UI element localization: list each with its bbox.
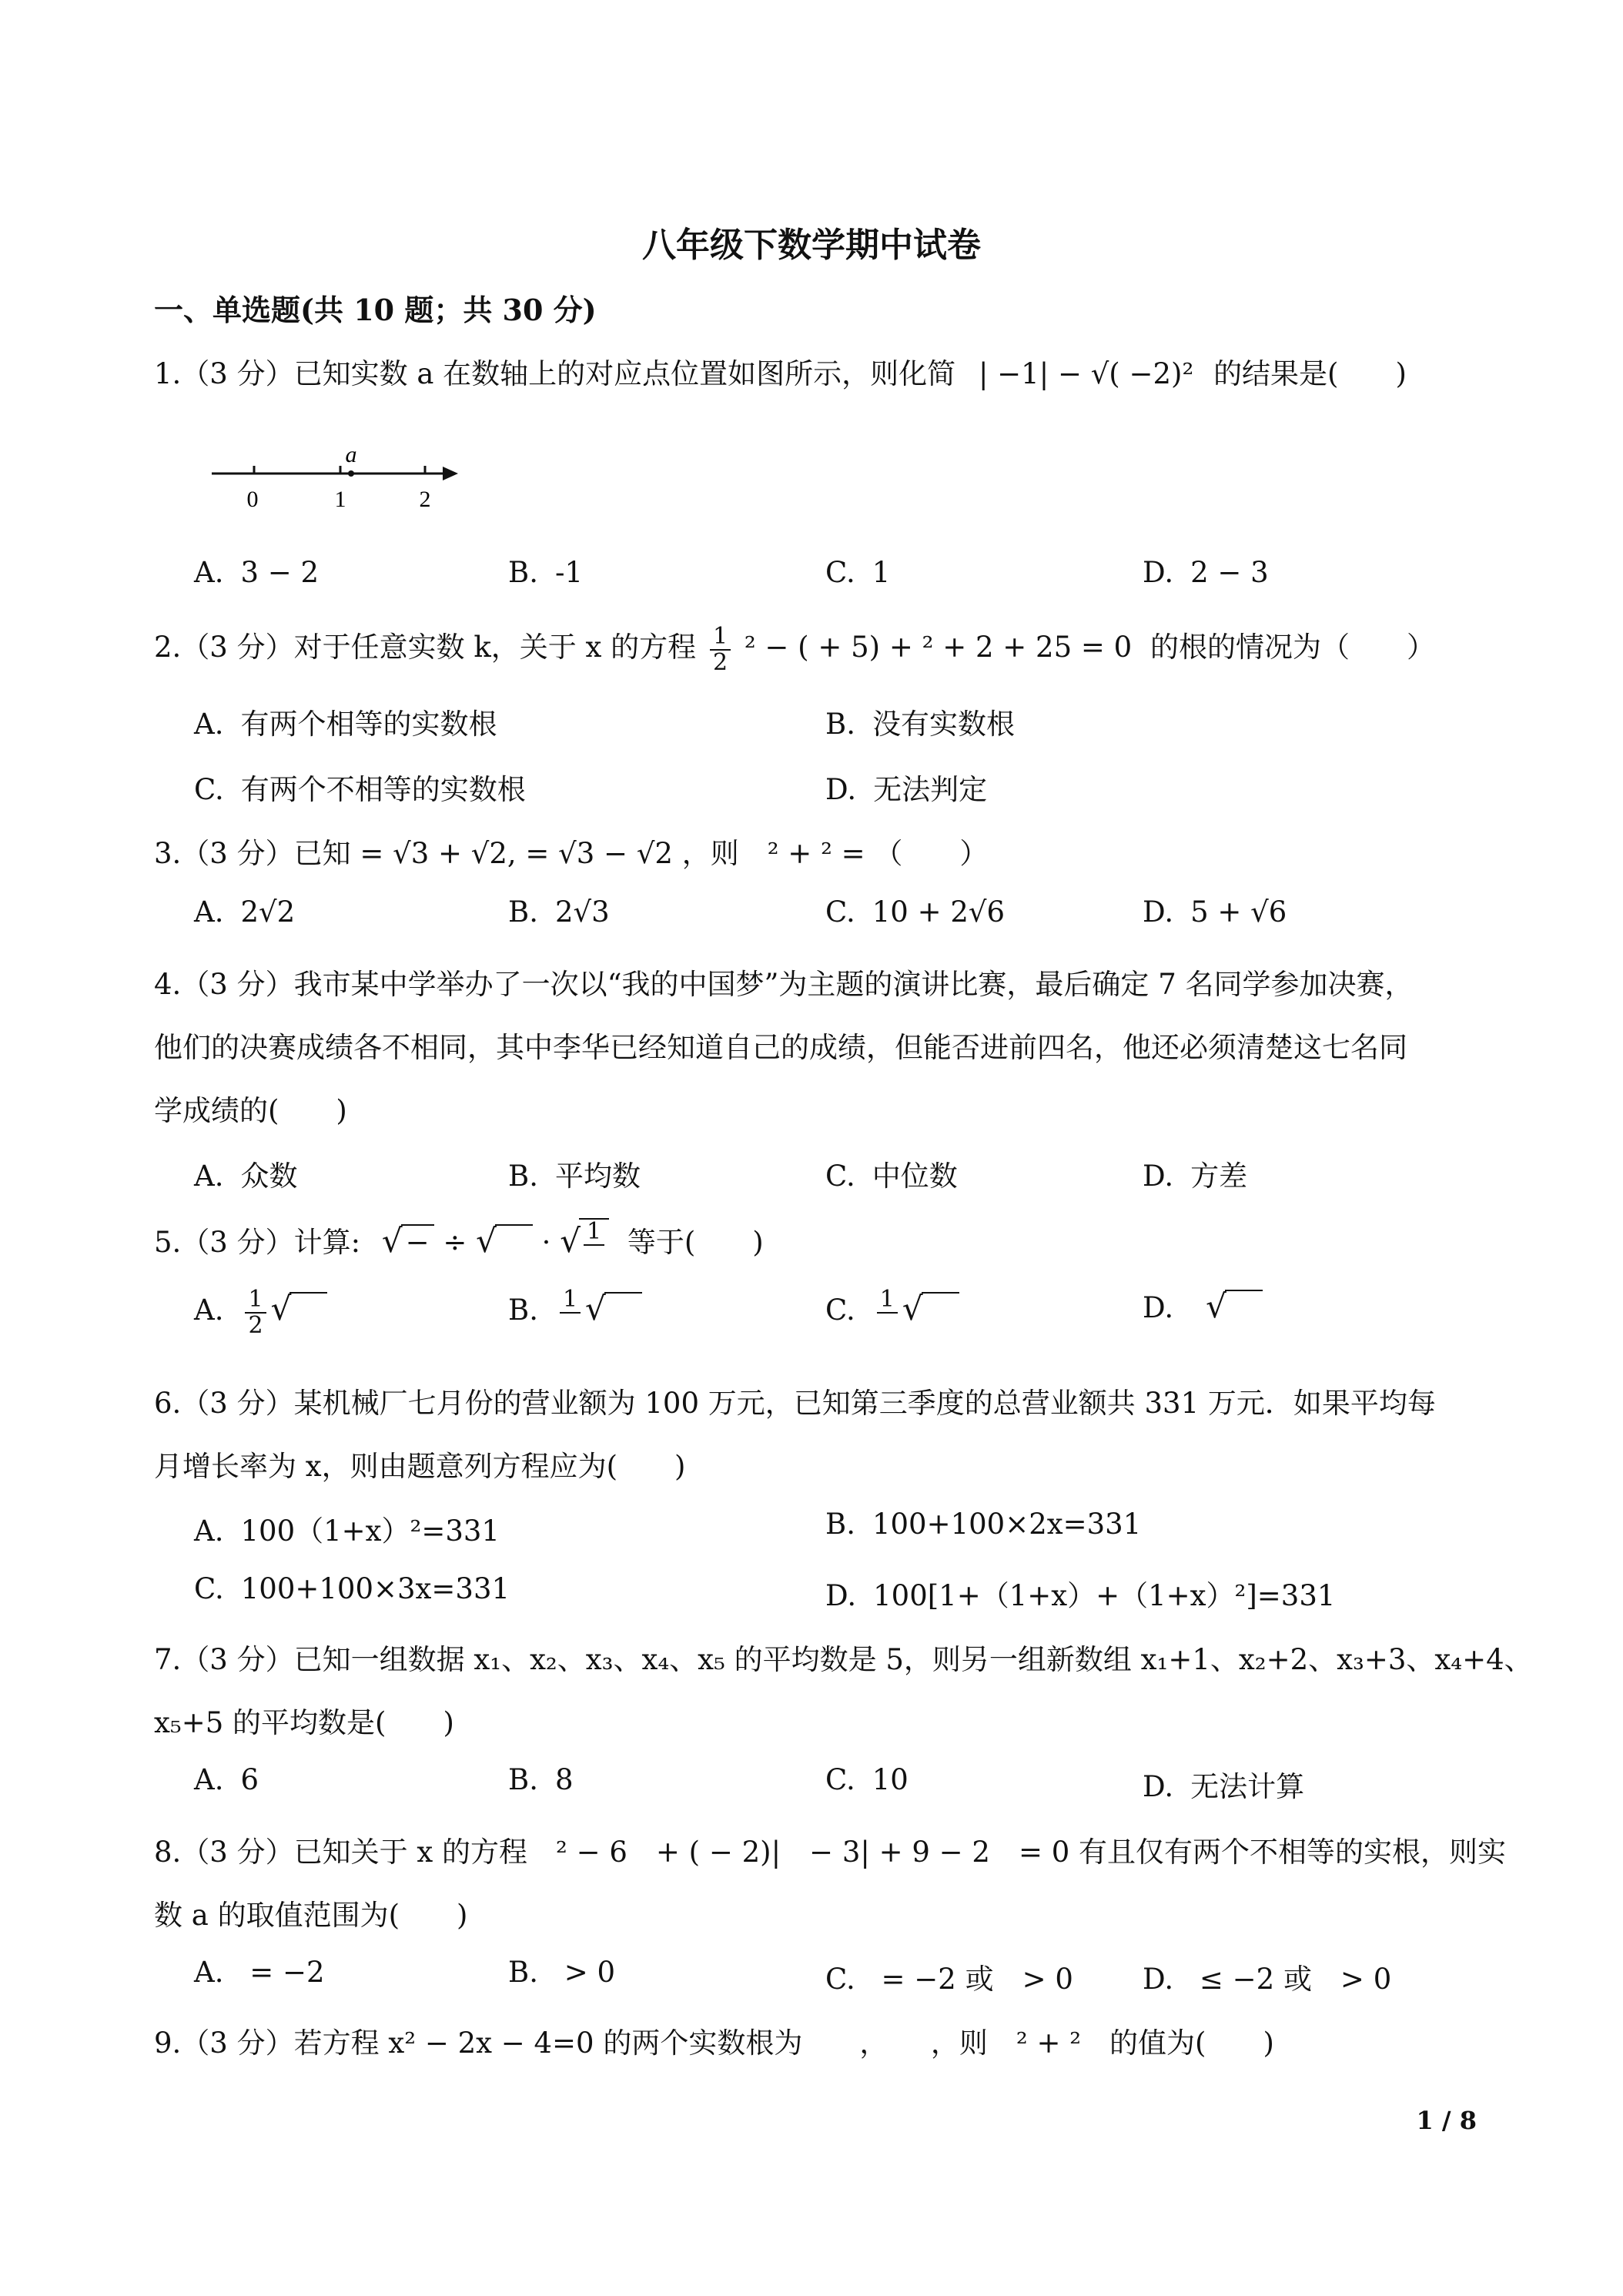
q6-option-b[interactable]: B. 100+100×2x=331 xyxy=(825,1508,1142,1541)
q5-option-b[interactable]: B. 1 √ xyxy=(508,1287,642,1337)
question-4-line-1: 4.（3 分）我市某中学举办了一次以“我的中国梦”为主题的演讲比赛，最后确定 7 名同学参加决赛， xyxy=(154,968,1414,1001)
question-6-line-1: 6.（3 分）某机械厂七月份的营业额为 100 万元，已知第三季度的总营业额共 331 万元．如果平均每 xyxy=(154,1387,1436,1420)
q1-option-d[interactable]: D. 2 − 3 xyxy=(1143,556,1269,589)
q5-option-c[interactable]: C. 1 √ xyxy=(825,1287,959,1337)
q6-option-d[interactable]: D. 100[1+（1+x）+（1+x）²]=331 xyxy=(825,1579,1336,1612)
question-4-line-2: 他们的决赛成绩各不相同，其中李华已经知道自己的成绩，但能否进前四名，他还必须清楚这七名同 xyxy=(154,1031,1407,1064)
q5-option-a[interactable]: A. $\frac{1}{2}$ √ xyxy=(194,1287,327,1337)
q6-option-c[interactable]: C. 100+100×3x=331 xyxy=(194,1572,510,1605)
question-2-text: 2.（3 分）对于任意实数 k，关于 x 的方程 xyxy=(154,631,697,664)
question-5-text: 5.（3 分）计算: xyxy=(154,1226,361,1259)
question-9: 9.（3 分）若方程 x² − 2x − 4=0 的两个实数根为 ， ，则 ² + ² 的值为( ) xyxy=(154,2027,1274,2060)
tick-label-2: 2 xyxy=(419,487,431,512)
question-2-fraction: $\frac{1}{2}$ xyxy=(710,624,731,674)
q1-option-a[interactable]: A. 3 − 2 xyxy=(194,556,320,589)
q7-option-a[interactable]: A. 6 xyxy=(194,1763,259,1796)
q7-option-d[interactable]: D. 无法计算 xyxy=(1143,1770,1305,1803)
question-4-line-3: 学成绩的( ) xyxy=(154,1094,347,1127)
q4-option-d[interactable]: D. 方差 xyxy=(1143,1160,1248,1193)
q7-option-b[interactable]: B. 8 xyxy=(508,1763,574,1796)
tick-label-0: 0 xyxy=(246,487,259,512)
section-heading: 一、单选题(共 10 题；共 30 分) xyxy=(154,293,597,327)
question-1-expression: | −1| − √( −2)² xyxy=(978,357,1194,390)
page-title: 八年级下数学期中试卷 xyxy=(642,226,981,265)
question-3-expression: = √3 + √2, = √3 − √2 xyxy=(360,837,673,870)
q4-option-a[interactable]: A. 众数 xyxy=(194,1160,298,1193)
question-7-line-1: 7.（3 分）已知一组数据 x₁、x₂、x₃、x₄、x₅ 的平均数是 5，则另一组新数组 x₁+1、x₂+2、x₃+3、x₄+4、 xyxy=(154,1643,1533,1676)
q6-option-a[interactable]: A. 100（1+x）²=331 xyxy=(194,1514,500,1548)
q8-option-a[interactable]: A. = −2 xyxy=(194,1956,325,1989)
page-number: 1 / 8 xyxy=(1416,2106,1477,2135)
q1-option-c[interactable]: C. 1 xyxy=(825,556,891,589)
question-3 xyxy=(154,830,988,872)
q4-option-b[interactable]: B. 平均数 xyxy=(508,1160,641,1193)
question-1 xyxy=(154,350,1407,392)
question-1-tail: 的结果是( ) xyxy=(1213,357,1407,390)
q3-option-d[interactable]: D. 5 + √6 xyxy=(1143,895,1287,929)
tick-label-1: 1 xyxy=(334,487,346,512)
point-a xyxy=(348,470,354,477)
number-line-figure xyxy=(208,439,470,516)
question-2-tail: 的根的情况为（ ） xyxy=(1149,631,1435,664)
q8-option-c[interactable]: C. = −2 或 > 0 xyxy=(825,1963,1073,1996)
q3-option-a[interactable]: A. 2√2 xyxy=(194,895,296,929)
question-8-line-1: 8.（3 分）已知关于 x 的方程 ² − 6 + ( − 2)| − 3| + 9 − 2 = 0 有且仅有两个不相等的实根，则实 xyxy=(154,1836,1507,1869)
point-a-label: a xyxy=(345,442,357,467)
q2-option-b[interactable]: B. 没有实数根 xyxy=(825,708,1015,741)
q7-option-c[interactable]: C. 10 xyxy=(825,1763,909,1796)
q4-option-c[interactable]: C. 中位数 xyxy=(825,1160,958,1193)
question-2-expression: ² − ( + 5) + ² + 2 + 25 = 0 xyxy=(744,631,1133,664)
q1-option-b[interactable]: B. -1 xyxy=(508,556,583,589)
question-7-line-2: x₅+5 的平均数是( ) xyxy=(154,1706,454,1739)
q2-option-c[interactable]: C. 有两个不相等的实数根 xyxy=(194,773,526,806)
question-3-tail: ，则 ² + ² = （ ） xyxy=(681,837,989,870)
question-5 xyxy=(154,1218,764,1270)
q3-option-b[interactable]: B. 2√3 xyxy=(508,895,610,929)
number-line-arrow xyxy=(443,467,458,480)
q2-option-d[interactable]: D. 无法判定 xyxy=(825,773,988,806)
q5-option-d[interactable]: D. √ xyxy=(1143,1287,1263,1325)
question-2 xyxy=(154,624,1435,674)
question-5-expression: √ − ÷ √ · √ 1 xyxy=(382,1226,618,1259)
question-8-line-2: 数 a 的取值范围为( ) xyxy=(154,1899,468,1932)
q8-option-b[interactable]: B. > 0 xyxy=(508,1956,616,1989)
question-1-text: 1.（3 分）已知实数 a 在数轴上的对应点位置如图所示，则化简 xyxy=(154,357,956,390)
q2-option-a[interactable]: A. 有两个相等的实数根 xyxy=(194,708,497,741)
q3-option-c[interactable]: C. 10 + 2√6 xyxy=(825,895,1006,929)
question-5-tail: 等于( ) xyxy=(627,1226,764,1259)
question-6-line-2: 月增长率为 x，则由题意列方程应为( ) xyxy=(154,1450,686,1483)
q8-option-d[interactable]: D. ≤ −2 或 > 0 xyxy=(1143,1963,1392,1996)
question-3-text: 3.（3 分）已知 xyxy=(154,837,351,870)
